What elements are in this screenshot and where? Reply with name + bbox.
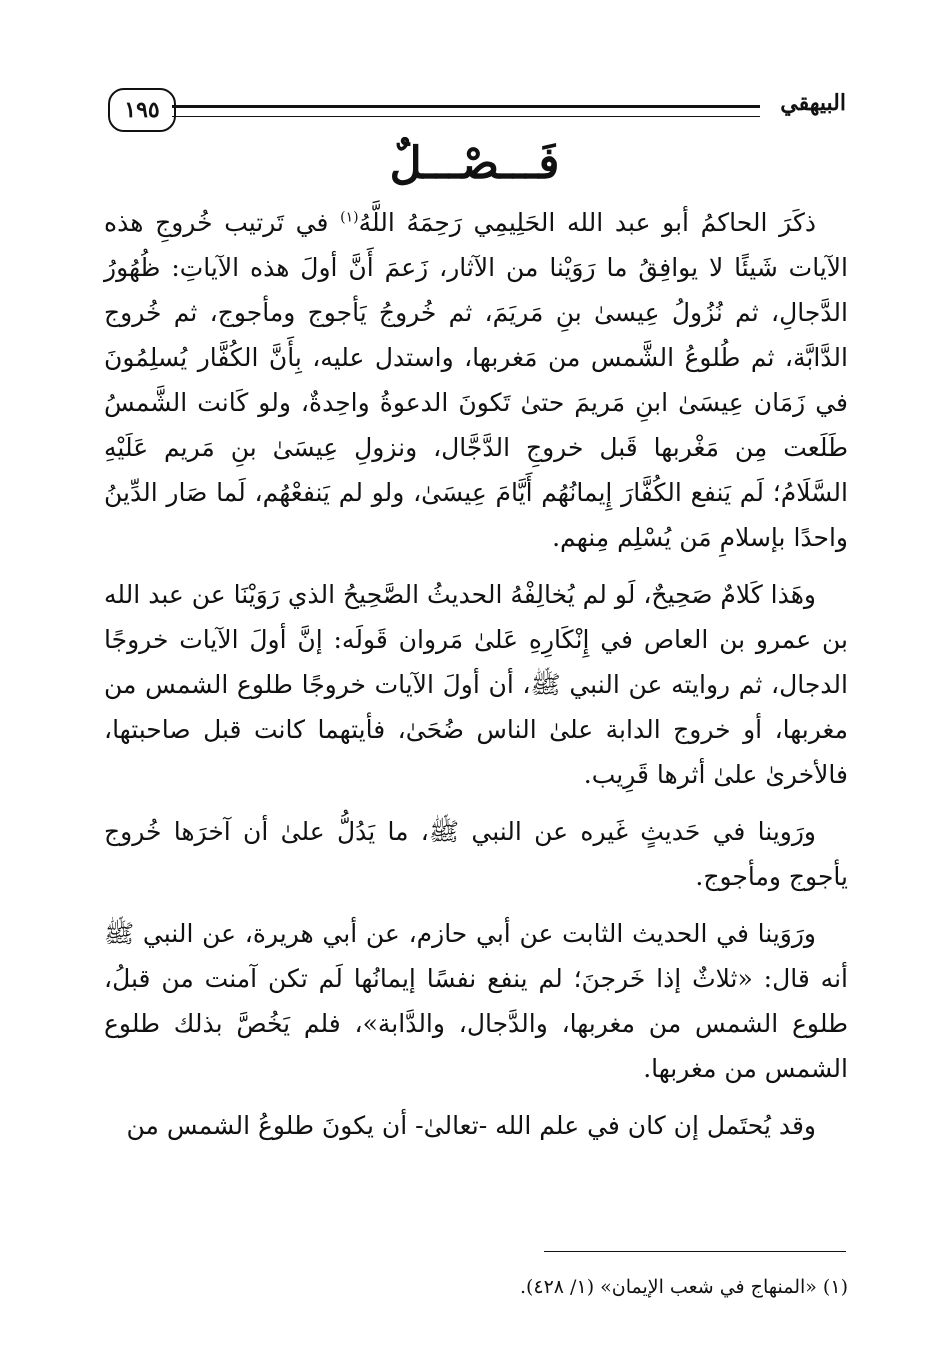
- footnotes: [104, 1272, 848, 1302]
- paragraph-1: [104, 200, 848, 560]
- page-number: ١٩٥: [124, 97, 160, 123]
- footnote-1: (١) «المنهاج في شعب الإيمان» (١/ ٤٢٨).: [519, 1276, 848, 1298]
- section-heading: فَـــصْـــلٌ: [389, 138, 560, 189]
- paragraph-2: وهَذا كَلامٌ صَحِيحٌ، لَو لم يُخالِفْهُ الحديثُ الصَّحِيحُ الذي رَوَيْنَا عن عبد الله بن عمرو بن العاص في إِنْكَارِهِ عَلىٰ مَروان قَولَه: إنَّ أولَ الآيات خروجًا الدجال، ثم روايته عن النبي ﷺ، أن أولَ الآيات خروجًا طلوع الشمس من مغربها، أو خروج الدابة علىٰ الناس ضُحَىٰ، فأيتهما كانت قبل صاحبتها، فالأخرىٰ علىٰ أثرها قَرِيب.: [104, 580, 848, 789]
- footnote-ref-1[interactable]: (١): [340, 209, 359, 226]
- running-header: [108, 88, 846, 136]
- body-text: [104, 200, 848, 1160]
- paragraph-1-text-end: في تَرتيب خُروجِ هذه الآيات شَيئًا لا يوافِقُ ما رَوَيْنا من الآثار، زَعمَ أَنَّ أولَ هذه الآياتِ: ظُهُورُ الدَّجالِ، ثم نُزُولُ عِيسىٰ بنِ مَريَمَ، ثم خُروجُ يَأجوج ومأجوج، ثم خُروج الدَّابَّة، ثم طُلوعُ الشَّمس من مَغربها، واستدل عليه، بِأَنَّ الكُفَّار يُسلِمُونَ في زَمَان عِيسَىٰ ابنِ مَريمَ حتىٰ تَكونَ الدعوةُ واحِدةٌ، ولو كَانت الشَّمسُ طَلَعت مِن مَغْربها قَبل خروجِ الدَّجَّال، ونزولِ عِيسَىٰ بنِ مَريم عَلَيْهِ السَّلَامُ؛ لَم يَنفع الكُفَّارَ إِيمانُهُم أَيَّامَ عِيسَىٰ، ولو لم يَنفعْهُم، لَما صَار الدِّينُ واحدًا بإسلامِ مَن يُسْلِم مِنهم.: [104, 208, 848, 552]
- footnote-separator: [544, 1251, 846, 1252]
- paragraph-5: وقد يُحتَمل إن كان في علم الله -تعالىٰ- أن يكونَ طلوعُ الشمس من: [126, 1111, 816, 1140]
- paragraph-3: ورَوينا في حَديثٍ غَيره عن النبي ﷺ، ما يَدُلُّ علىٰ أن آخرَها خُروج يأجوج ومأجوج.: [104, 817, 848, 891]
- running-title: البيهقي: [780, 90, 846, 116]
- header-rule: [172, 105, 760, 117]
- page-number-badge: [108, 88, 176, 132]
- paragraph-4: ورَوَينا في الحديث الثابت عن أبي حازم، عن أبي هريرة، عن النبي ﷺ أنه قال: «ثلاثٌ إذا خَرجنَ؛ لم ينفع نفسًا إيمانُها لَم تكن آمنت من قبلُ، طلوع الشمس من مغربها، والدَّجال، والدَّابة»، فلم يَخُصَّ بذلك طلوع الشمس من مغربها.: [104, 919, 848, 1083]
- paragraph-1-text-start: ذكَرَ الحاكمُ أبو عبد الله الحَلِيمِي رَحِمَهُ اللَّهُ: [358, 208, 816, 237]
